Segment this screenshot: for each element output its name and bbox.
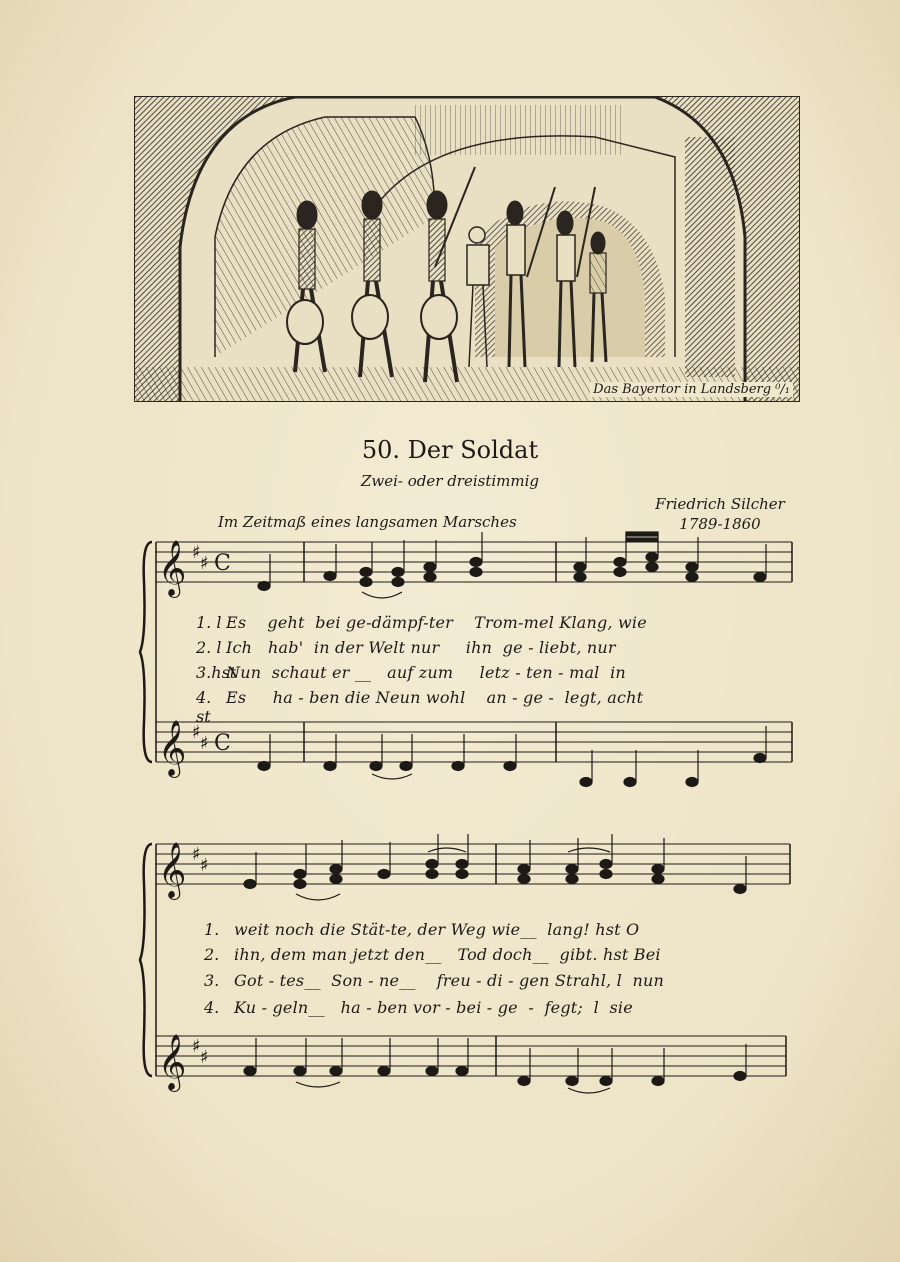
illustration-caption: Das Bayertor in Landsberg ⁰/₁: [590, 382, 793, 397]
key-signature-sharp-icon: ♯: [200, 1047, 209, 1068]
time-signature: C: [214, 731, 231, 756]
key-signature-sharp-icon: ♯: [192, 722, 201, 743]
time-signature: C: [214, 551, 231, 576]
key-signature-sharp-icon: ♯: [192, 844, 201, 865]
lyric-text: Es ha - ben die Neun wohl an - ge - legt, acht: [226, 688, 644, 707]
lyric-text: Nun schaut er __ auf zum letz - ten - mal in: [226, 663, 626, 682]
key-signature-sharp-icon: ♯: [192, 1036, 201, 1057]
treble-clef-icon: 𝄞: [158, 842, 187, 898]
lyric-text: Ku - geln__ ha - ben vor - bei - ge - fegt; l sie: [234, 998, 633, 1017]
verse-number: 1.: [204, 920, 220, 939]
verse-number: 2.: [204, 945, 220, 964]
upper-staff: [156, 844, 790, 884]
song-title: 50. Der Soldat: [361, 436, 539, 464]
verse-1-line-b: [204, 920, 794, 944]
composer-dates: 1789-1860: [679, 515, 761, 533]
key-signature-sharp-icon: ♯: [200, 553, 209, 574]
key-signature-sharp-icon: ♯: [200, 855, 209, 876]
verse-4-line-a: [196, 688, 786, 726]
song-subtitle: Zwei- oder dreistimmig: [360, 472, 540, 490]
lyric-text: weit noch die Stät-te, der Weg wie__ lang! hst O: [234, 920, 640, 939]
verse-number: 3.hst: [196, 663, 237, 682]
system-brace: [140, 542, 152, 762]
lyric-text: ihn, dem man jetzt den__ Tod doch__ gibt. hst Bei: [234, 945, 661, 964]
verse-3-line-a: [196, 663, 786, 687]
verse-number: 4. st: [196, 688, 212, 726]
lower-notes: [258, 726, 766, 787]
treble-clef-icon: 𝄞: [158, 720, 187, 776]
verse-4-line-b: [204, 998, 794, 1022]
key-signature-sharp-icon: ♯: [200, 733, 209, 754]
verse-number: 2. l: [196, 638, 222, 657]
lyric-text: Got - tes__ Son - ne__ freu - di - gen Strahl, l nun: [234, 971, 665, 990]
composer-name: Friedrich Silcher: [655, 495, 785, 513]
verse-number: 1. l: [196, 613, 222, 632]
key-signature-sharp-icon: ♯: [192, 542, 201, 563]
woodcut-illustration: [134, 96, 800, 402]
verse-number: 4.: [204, 998, 220, 1017]
verse-1-line-a: [196, 613, 786, 637]
verse-2-line-b: [204, 945, 794, 969]
system-brace: [140, 844, 152, 1076]
lower-staff: [156, 722, 792, 762]
verse-2-line-a: [196, 638, 786, 662]
treble-clef-icon: 𝄞: [158, 1034, 187, 1090]
lyric-text: Es geht bei ge-dämpf-ter Trom-mel Klang, wie: [226, 613, 647, 632]
gate-scene-drawing: [135, 97, 799, 401]
lyric-text: Ich hab' in der Welt nur ihn ge - liebt, nur: [226, 638, 616, 657]
verse-number: 3.: [204, 971, 220, 990]
treble-clef-icon: 𝄞: [158, 540, 187, 596]
tempo-marking: Im Zeitmaß eines langsamen Marsches: [218, 513, 517, 531]
verse-3-line-b: [204, 971, 794, 995]
